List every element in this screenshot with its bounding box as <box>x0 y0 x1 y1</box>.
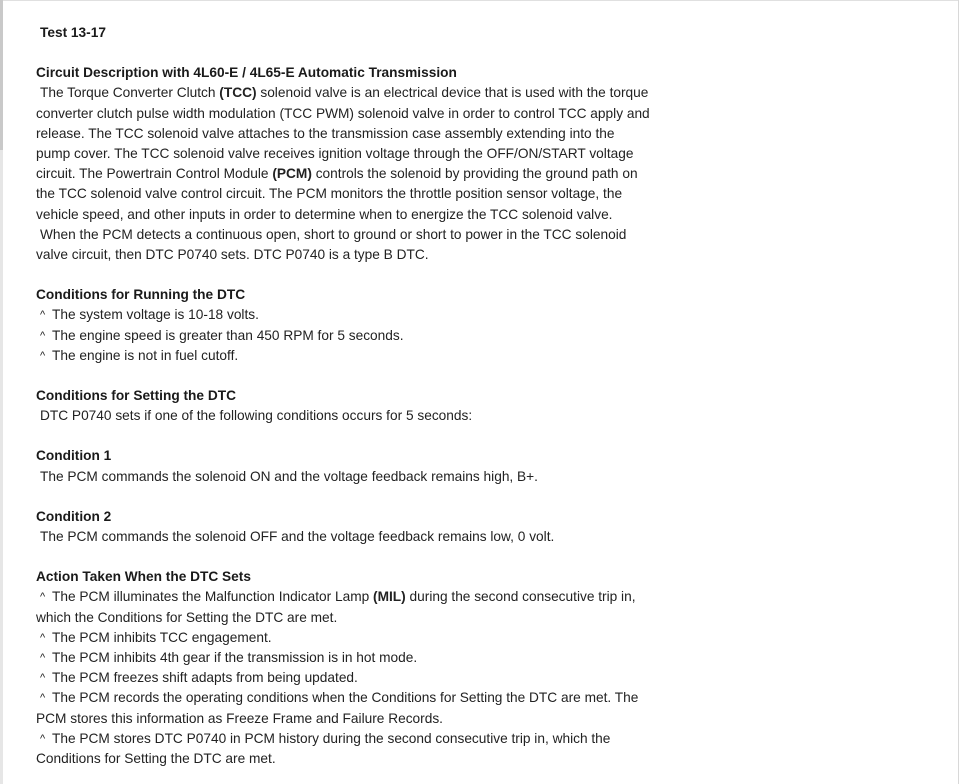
list-item-text: The engine is not in fuel cutoff. <box>52 347 239 363</box>
action-taken-heading: Action Taken When the DTC Sets <box>36 569 251 585</box>
text-run: The Torque Converter Clutch <box>40 85 220 101</box>
caret-icon: ^ <box>40 349 46 362</box>
action-taken-section <box>36 567 676 769</box>
circuit-line-8: When the PCM detects a continuous open, short to ground or short to power in the TCC solenoid <box>40 226 627 242</box>
list-item-continuation: PCM stores this information as Freeze Frame and Failure Records. <box>36 710 443 726</box>
condition-2-text: The PCM commands the solenoid OFF and the voltage feedback remains low, 0 volt. <box>40 529 555 545</box>
text-run: solenoid valve is an electrical device that is used with the torque <box>256 85 649 101</box>
top-divider <box>3 0 959 1</box>
circuit-line-3: release. The TCC solenoid valve attaches to the transmission case assembly extending into the <box>36 125 615 141</box>
caret-icon: ^ <box>40 652 46 665</box>
circuit-line-9: valve circuit, then DTC P0740 sets. DTC P0740 is a type B DTC. <box>36 247 429 263</box>
circuit-line-7: vehicle speed, and other inputs in order to determine when to energize the TCC solenoid valve. <box>36 206 613 222</box>
list-item <box>36 648 676 668</box>
list-item-text: The PCM inhibits 4th gear if the transmission is in hot mode. <box>52 650 418 666</box>
list-item-text: The engine speed is greater than 450 RPM for 5 seconds. <box>52 327 404 343</box>
text-run: circuit. The Powertrain Control Module <box>36 166 273 182</box>
list-item-continuation: which the Conditions for Setting the DTC are met. <box>36 609 338 625</box>
caret-icon: ^ <box>40 329 46 342</box>
list-item-text: The system voltage is 10-18 volts. <box>52 307 259 323</box>
list-item <box>36 668 676 688</box>
list-item <box>36 688 676 708</box>
list-item <box>36 628 676 648</box>
list-item-text: The PCM freezes shift adapts from being updated. <box>52 670 358 686</box>
document-body <box>36 23 676 769</box>
condition-1-text: The PCM commands the solenoid ON and the voltage feedback remains high, B+. <box>40 468 538 484</box>
page-title: Test 13-17 <box>40 25 106 40</box>
pcm-abbreviation: (PCM) <box>272 166 312 182</box>
circuit-line-4: pump cover. The TCC solenoid valve receives ignition voltage through the OFF/ON/START voltage <box>36 146 634 162</box>
setting-conditions-text: DTC P0740 sets if one of the following conditions occurs for 5 seconds: <box>40 408 473 424</box>
list-item <box>36 587 676 607</box>
condition-2-heading: Condition 2 <box>36 508 112 524</box>
list-item <box>36 326 676 346</box>
circuit-description-heading: Circuit Description with 4L60-E / 4L65-E Automatic Transmission <box>36 65 457 81</box>
circuit-description-section <box>36 63 676 265</box>
list-item-text: The PCM records the operating conditions when the Conditions for Setting the DTC are met. The <box>52 690 639 706</box>
caret-icon: ^ <box>40 309 46 322</box>
setting-conditions-heading: Conditions for Setting the DTC <box>36 388 236 404</box>
scrollbar-thumb[interactable] <box>0 0 3 150</box>
caret-icon: ^ <box>40 732 46 745</box>
circuit-line-6: the TCC solenoid valve control circuit. The PCM monitors the throttle position sensor voltage, the <box>36 186 623 202</box>
list-item-continuation: Conditions for Setting the DTC are met. <box>36 751 276 767</box>
condition-1-section <box>36 446 676 486</box>
running-conditions-section <box>36 285 676 366</box>
list-item <box>36 346 676 366</box>
circuit-line-5 <box>36 164 676 184</box>
condition-1-heading: Condition 1 <box>36 448 112 464</box>
setting-conditions-section <box>36 386 676 426</box>
tcc-abbreviation: (TCC) <box>219 85 257 101</box>
caret-icon: ^ <box>40 631 46 644</box>
circuit-line-2: converter clutch pulse width modulation (TCC PWM) solenoid valve in order to control TCC apply and <box>36 105 650 121</box>
condition-2-section <box>36 507 676 547</box>
mil-abbreviation: (MIL) <box>373 589 406 605</box>
running-conditions-heading: Conditions for Running the DTC <box>36 287 246 303</box>
circuit-line-1 <box>36 83 676 103</box>
text-run: controls the solenoid by providing the ground path on <box>311 166 638 182</box>
list-item-text: The PCM inhibits TCC engagement. <box>52 629 272 645</box>
caret-icon: ^ <box>40 692 46 705</box>
list-item <box>36 729 676 749</box>
text-run: during the second consecutive trip in, <box>405 589 636 605</box>
caret-icon: ^ <box>40 672 46 685</box>
list-item-text: The PCM stores DTC P0740 in PCM history during the second consecutive trip in, which the <box>52 730 611 746</box>
scrollbar-track[interactable] <box>0 0 3 784</box>
caret-icon: ^ <box>40 591 46 604</box>
list-item <box>36 305 676 325</box>
text-run: The PCM illuminates the Malfunction Indicator Lamp <box>52 589 374 605</box>
